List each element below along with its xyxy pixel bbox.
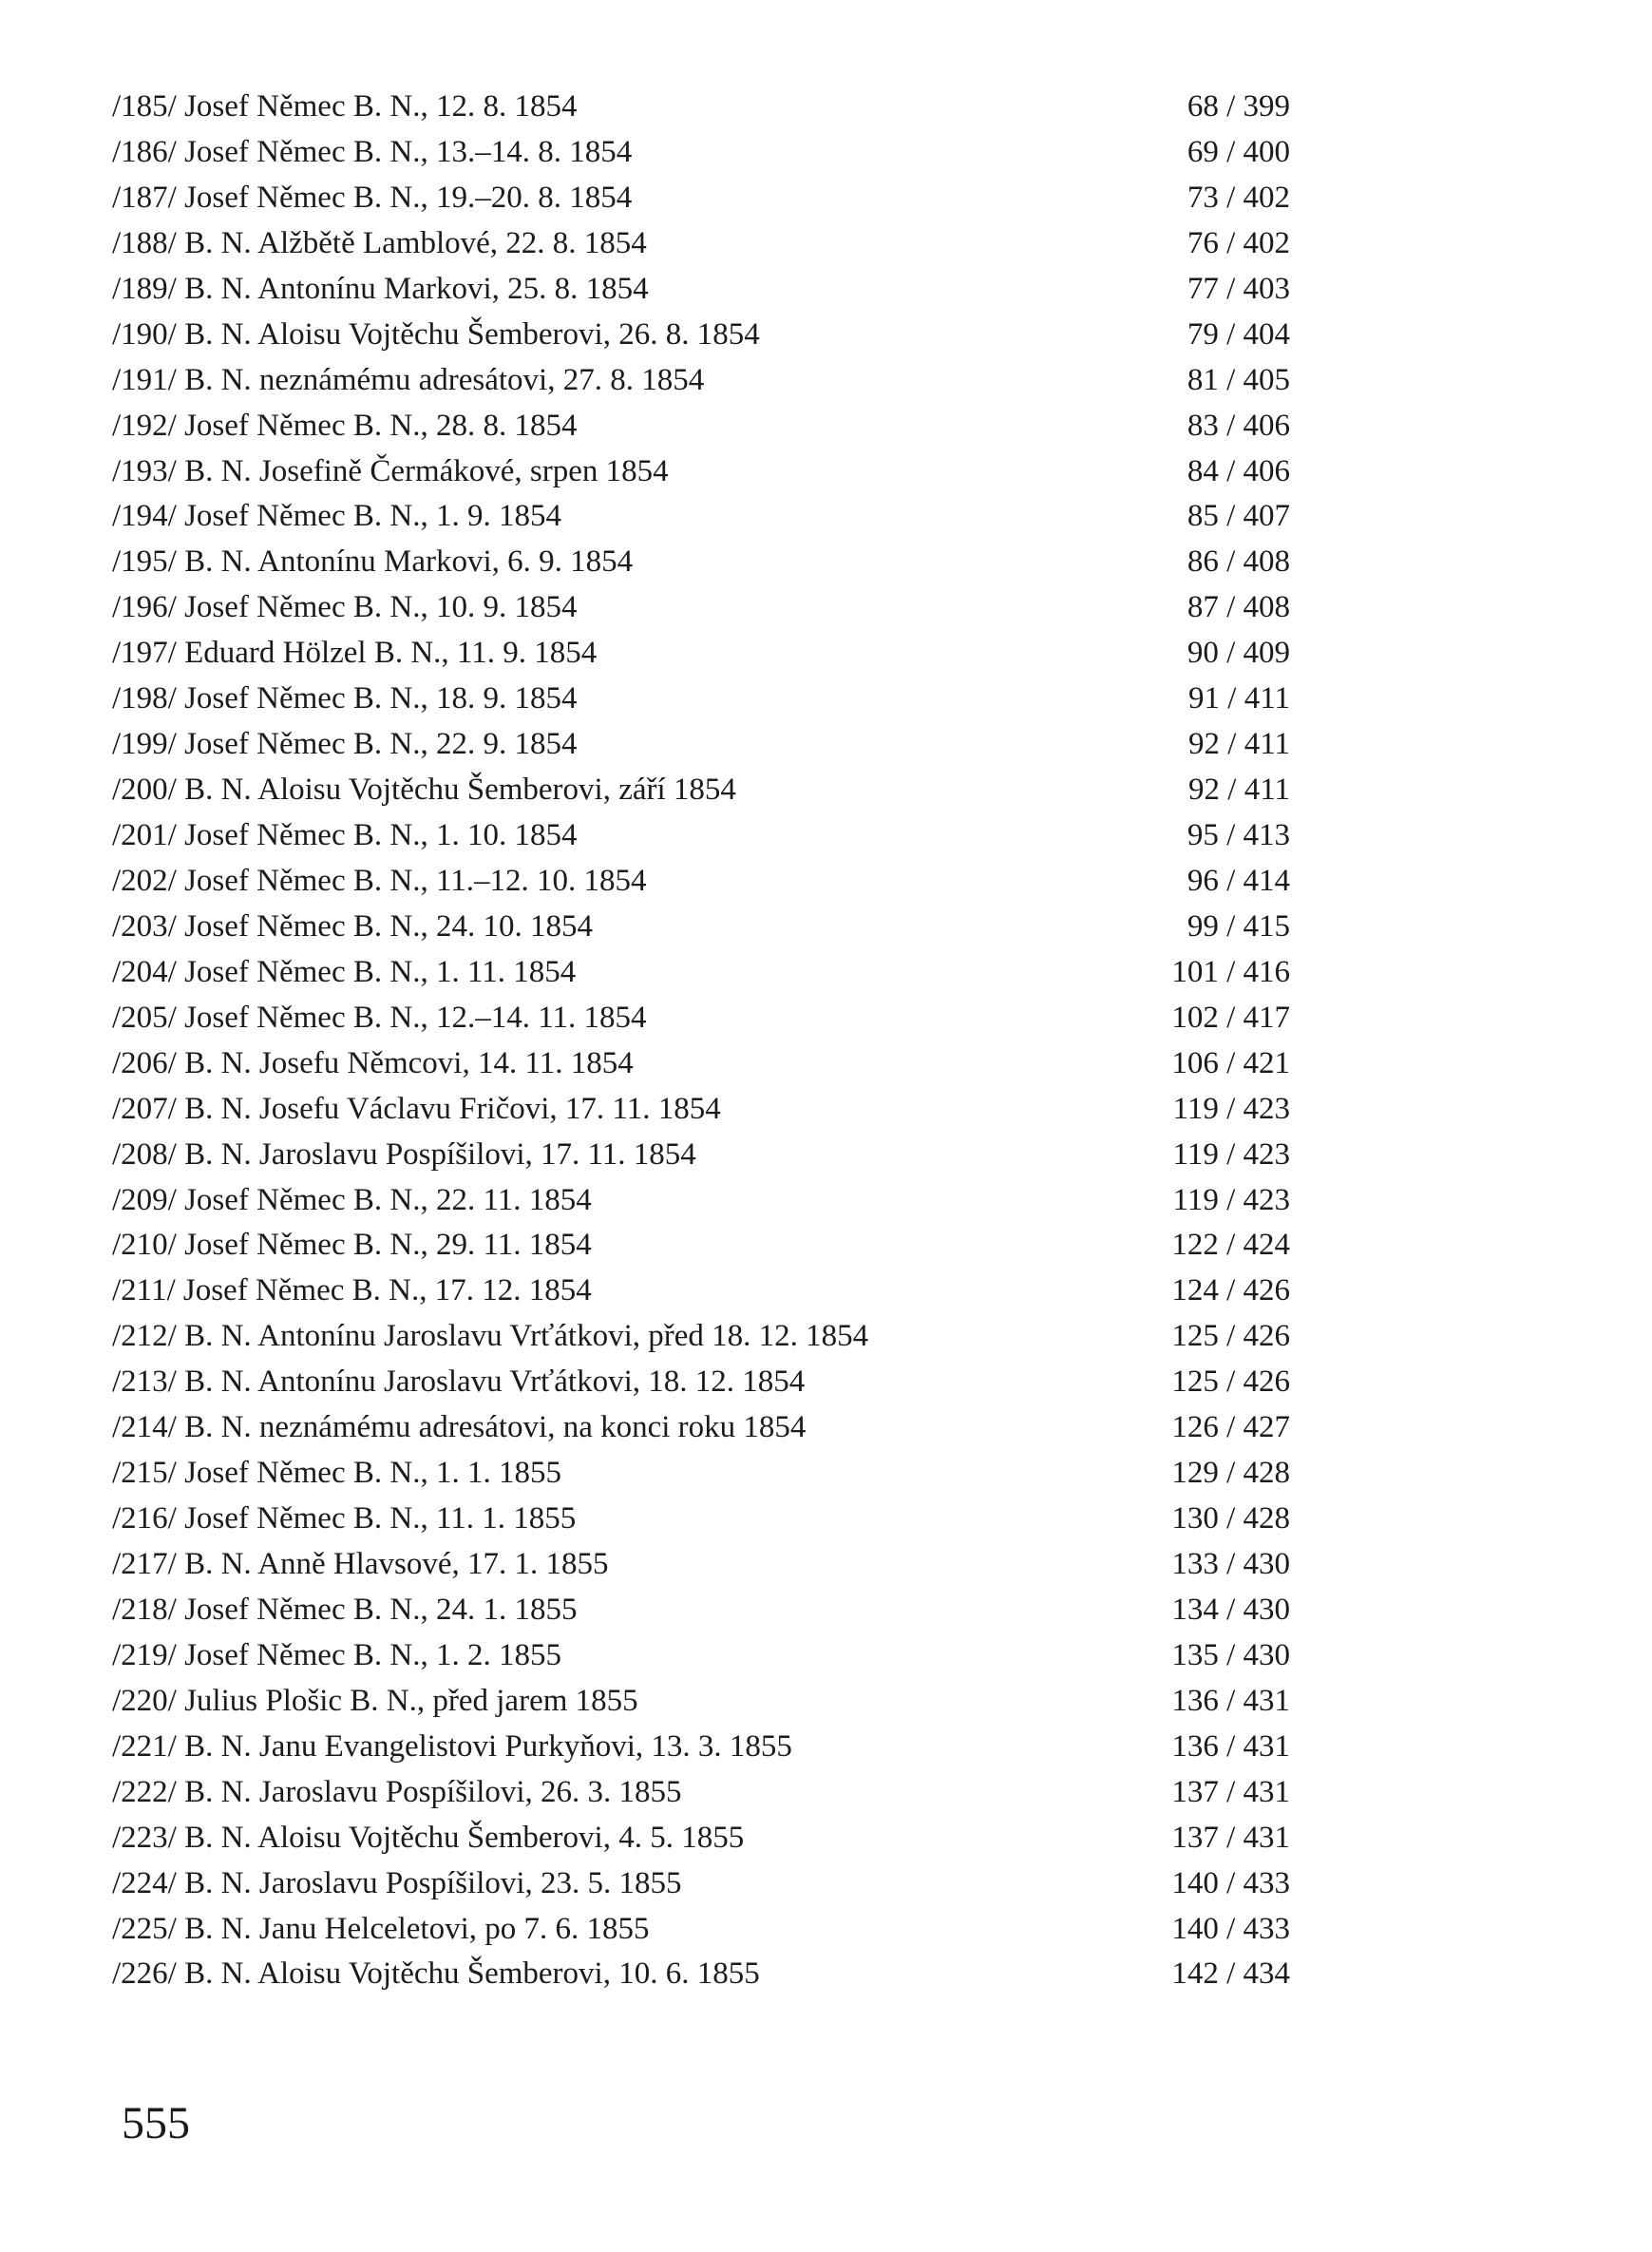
toc-entry	[112, 676, 1290, 721]
toc-entry	[112, 220, 1290, 266]
toc-entry	[112, 357, 1290, 403]
toc-entry-pages: 140 / 433	[1171, 1911, 1290, 1946]
toc-entry-title: /221/ B. N. Janu Evangelistovi Purkyňovi, 13. 3. 1855	[112, 1728, 792, 1764]
toc-entry	[112, 84, 1290, 129]
toc-entry-title: /208/ B. N. Jaroslavu Pospíšilovi, 17. 11. 1854	[112, 1136, 696, 1172]
toc-entry-pages: 76 / 402	[1187, 225, 1290, 260]
toc-entry	[112, 630, 1290, 676]
toc-entry-pages: 119 / 423	[1172, 1136, 1290, 1172]
toc-entry-title: /211/ Josef Němec B. N., 17. 12. 1854	[112, 1273, 592, 1308]
toc-entry	[112, 584, 1290, 630]
toc-entry-pages: 125 / 426	[1171, 1365, 1290, 1400]
toc-entry	[112, 1632, 1290, 1678]
toc-entry	[112, 1541, 1290, 1587]
toc-entry	[112, 1177, 1290, 1223]
toc-entry	[112, 129, 1290, 175]
table-of-contents	[112, 84, 1290, 1996]
page-number: 555	[122, 2098, 190, 2148]
toc-entry-title: /225/ B. N. Janu Helceletovi, po 7. 6. 1855	[112, 1911, 650, 1946]
toc-entry	[112, 266, 1290, 312]
toc-entry-title: /214/ B. N. neznámému adresátovi, na konci roku 1854	[112, 1410, 807, 1445]
toc-entry-pages: 92 / 411	[1188, 773, 1290, 808]
toc-entry-title: /189/ B. N. Antonínu Markovi, 25. 8. 1854	[112, 271, 649, 306]
toc-entry-title: /203/ Josef Němec B. N., 24. 10. 1854	[112, 908, 593, 944]
toc-entry-title: /200/ B. N. Aloisu Vojtěchu Šemberovi, září 1854	[112, 773, 736, 808]
toc-entry	[112, 493, 1290, 539]
toc-entry-title: /217/ B. N. Anně Hlavsové, 17. 1. 1855	[112, 1547, 609, 1581]
toc-entry-pages: 95 / 413	[1187, 818, 1290, 852]
toc-entry-pages: 126 / 427	[1171, 1410, 1290, 1445]
toc-entry-pages: 129 / 428	[1171, 1456, 1290, 1491]
toc-entry-title: /222/ B. N. Jaroslavu Pospíšilovi, 26. 3. 1855	[112, 1774, 682, 1809]
toc-entry	[112, 1951, 1290, 1996]
toc-entry-title: /198/ Josef Němec B. N., 18. 9. 1854	[112, 681, 578, 716]
toc-entry-pages: 84 / 406	[1187, 453, 1290, 488]
toc-entry-pages: 134 / 430	[1171, 1592, 1290, 1627]
toc-entry	[112, 1587, 1290, 1632]
toc-entry-pages: 92 / 411	[1188, 727, 1290, 762]
toc-entry-title: /223/ B. N. Aloisu Vojtěchu Šemberovi, 4. 5. 1855	[112, 1820, 745, 1855]
toc-entry	[112, 1086, 1290, 1132]
toc-entry-title: /207/ B. N. Josefu Václavu Fričovi, 17. 11. 1854	[112, 1091, 721, 1126]
toc-entry	[112, 1769, 1290, 1815]
toc-entry-pages: 125 / 426	[1171, 1319, 1290, 1354]
toc-entry-pages: 135 / 430	[1171, 1637, 1290, 1672]
toc-entry-pages: 119 / 423	[1172, 1182, 1290, 1217]
toc-entry	[112, 312, 1290, 357]
toc-entry-title: /186/ Josef Němec B. N., 13.–14. 8. 1854	[112, 134, 633, 169]
toc-entry-pages: 90 / 409	[1187, 636, 1290, 671]
toc-entry-pages: 133 / 430	[1171, 1547, 1290, 1581]
toc-entry-title: /202/ Josef Němec B. N., 11.–12. 10. 1854	[112, 863, 647, 898]
toc-entry	[112, 1132, 1290, 1177]
toc-entry-title: /192/ Josef Němec B. N., 28. 8. 1854	[112, 408, 578, 443]
toc-entry-title: /196/ Josef Němec B. N., 10. 9. 1854	[112, 590, 578, 625]
toc-entry	[112, 1906, 1290, 1952]
toc-entry-title: /215/ Josef Němec B. N., 1. 1. 1855	[112, 1456, 561, 1491]
toc-entry	[112, 1404, 1290, 1450]
toc-entry	[112, 1359, 1290, 1404]
toc-entry	[112, 1313, 1290, 1359]
toc-entry-pages: 130 / 428	[1171, 1501, 1290, 1536]
toc-entry	[112, 1815, 1290, 1861]
toc-entry-title: /188/ B. N. Alžbětě Lamblové, 22. 8. 1854	[112, 225, 647, 260]
toc-entry-title: /216/ Josef Němec B. N., 11. 1. 1855	[112, 1501, 577, 1536]
toc-entry	[112, 1268, 1290, 1313]
toc-entry-pages: 137 / 431	[1171, 1820, 1290, 1855]
toc-entry	[112, 539, 1290, 584]
toc-entry-pages: 119 / 423	[1172, 1091, 1290, 1126]
toc-entry-pages: 124 / 426	[1171, 1273, 1290, 1308]
toc-entry-title: /204/ Josef Němec B. N., 1. 11. 1854	[112, 954, 577, 989]
toc-entry-title: /201/ Josef Němec B. N., 1. 10. 1854	[112, 818, 578, 852]
toc-entry-pages: 106 / 421	[1171, 1045, 1290, 1080]
toc-entry	[112, 904, 1290, 949]
toc-entry-title: /224/ B. N. Jaroslavu Pospíšilovi, 23. 5. 1855	[112, 1865, 682, 1900]
toc-entry	[112, 767, 1290, 812]
toc-entry-pages: 136 / 431	[1171, 1683, 1290, 1718]
toc-entry-pages: 142 / 434	[1171, 1956, 1290, 1992]
toc-entry-title: /187/ Josef Němec B. N., 19.–20. 8. 1854	[112, 180, 633, 215]
toc-entry-pages: 69 / 400	[1187, 134, 1290, 169]
toc-entry-title: /218/ Josef Němec B. N., 24. 1. 1855	[112, 1592, 578, 1627]
toc-entry	[112, 858, 1290, 904]
toc-entry-title: /209/ Josef Němec B. N., 22. 11. 1854	[112, 1182, 592, 1217]
toc-entry	[112, 1678, 1290, 1724]
toc-entry-pages: 91 / 411	[1188, 681, 1290, 716]
toc-entry	[112, 812, 1290, 858]
toc-entry	[112, 1040, 1290, 1086]
toc-entry-title: /210/ Josef Němec B. N., 29. 11. 1854	[112, 1228, 592, 1263]
toc-entry	[112, 1496, 1290, 1541]
toc-entry	[112, 995, 1290, 1040]
toc-entry-pages: 140 / 433	[1171, 1865, 1290, 1900]
toc-entry-pages: 86 / 408	[1187, 544, 1290, 580]
toc-entry-pages: 83 / 406	[1187, 408, 1290, 443]
toc-entry-pages: 73 / 402	[1187, 180, 1290, 215]
toc-entry-pages: 96 / 414	[1187, 863, 1290, 898]
toc-entry	[112, 1724, 1290, 1769]
toc-entry-pages: 81 / 405	[1187, 362, 1290, 397]
toc-entry-title: /205/ Josef Němec B. N., 12.–14. 11. 1854	[112, 1000, 647, 1035]
toc-entry	[112, 403, 1290, 448]
toc-entry	[112, 1450, 1290, 1496]
toc-entry-title: /226/ B. N. Aloisu Vojtěchu Šemberovi, 10. 6. 1855	[112, 1956, 760, 1992]
toc-entry-title: /199/ Josef Němec B. N., 22. 9. 1854	[112, 727, 578, 762]
toc-entry-title: /213/ B. N. Antonínu Jaroslavu Vrťátkovi, 18. 12. 1854	[112, 1365, 806, 1400]
toc-entry-title: /206/ B. N. Josefu Němcovi, 14. 11. 1854	[112, 1045, 634, 1080]
toc-entry-title: /219/ Josef Němec B. N., 1. 2. 1855	[112, 1637, 561, 1672]
toc-entry-pages: 85 / 407	[1187, 499, 1290, 534]
toc-entry-title: /194/ Josef Němec B. N., 1. 9. 1854	[112, 499, 561, 534]
toc-entry-pages: 77 / 403	[1187, 271, 1290, 306]
toc-entry	[112, 949, 1290, 995]
toc-entry	[112, 1861, 1290, 1906]
toc-entry-title: /197/ Eduard Hölzel B. N., 11. 9. 1854	[112, 636, 598, 671]
toc-entry-title: /193/ B. N. Josefině Čermákové, srpen 1854	[112, 453, 669, 488]
toc-entry-title: /212/ B. N. Antonínu Jaroslavu Vrťátkovi, před 18. 12. 1854	[112, 1319, 869, 1354]
toc-entry-title: /185/ Josef Němec B. N., 12. 8. 1854	[112, 89, 578, 124]
toc-entry	[112, 1222, 1290, 1268]
toc-entry-title: /195/ B. N. Antonínu Markovi, 6. 9. 1854	[112, 544, 634, 580]
toc-entry-title: /220/ Julius Plošic B. N., před jarem 1855	[112, 1683, 638, 1718]
toc-entry-pages: 102 / 417	[1171, 1000, 1290, 1035]
toc-entry-title: /191/ B. N. neznámému adresátovi, 27. 8. 1854	[112, 362, 705, 397]
toc-entry-pages: 79 / 404	[1187, 316, 1290, 352]
toc-entry-pages: 137 / 431	[1171, 1774, 1290, 1809]
toc-entry	[112, 448, 1290, 494]
toc-entry-pages: 87 / 408	[1187, 590, 1290, 625]
toc-entry-pages: 68 / 399	[1187, 89, 1290, 124]
toc-entry-pages: 136 / 431	[1171, 1728, 1290, 1764]
toc-entry-pages: 122 / 424	[1171, 1228, 1290, 1263]
toc-entry	[112, 721, 1290, 767]
toc-entry-pages: 99 / 415	[1187, 908, 1290, 944]
toc-entry-title: /190/ B. N. Aloisu Vojtěchu Šemberovi, 26. 8. 1854	[112, 316, 760, 352]
toc-entry-pages: 101 / 416	[1171, 954, 1290, 989]
toc-entry	[112, 175, 1290, 220]
